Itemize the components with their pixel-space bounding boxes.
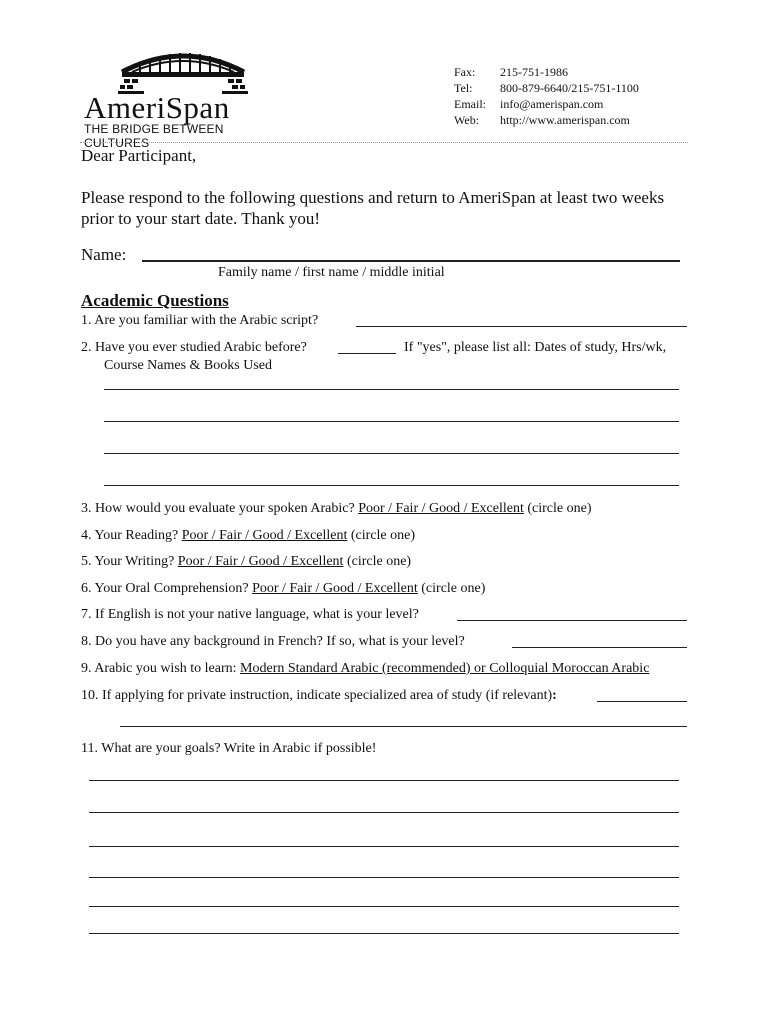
- question-5-note: (circle one): [346, 554, 412, 569]
- goals-line-1[interactable]: [89, 780, 679, 781]
- question-6-scale[interactable]: Poor / Fair / Good / Excellent: [252, 581, 418, 596]
- question-4: [81, 527, 415, 545]
- goals-line-4[interactable]: [89, 877, 679, 878]
- question-1-answer-field[interactable]: [356, 326, 687, 327]
- question-8-answer-field[interactable]: [512, 647, 687, 648]
- logo-tagline: THE BRIDGE BETWEEN CULTURES: [84, 122, 224, 150]
- name-field[interactable]: [142, 260, 680, 262]
- intro-line-2: prior to your start date. Thank you!: [81, 209, 321, 228]
- header-divider: [80, 142, 688, 143]
- question-7-text: 7. If English is not your native language, what is your level?: [81, 607, 419, 622]
- question-2-text: 2. Have you ever studied Arabic before?: [81, 340, 307, 355]
- goals-line-5[interactable]: [89, 906, 679, 907]
- question-2-line-3[interactable]: [104, 453, 679, 454]
- question-9: [81, 660, 649, 678]
- question-10-text: 10. If applying for private instruction, indicate specialized area of study (if relevant): [81, 688, 553, 703]
- question-9-text: 9. Arabic you wish to learn:: [81, 661, 237, 676]
- logo-name: AmeriSpan: [84, 90, 230, 125]
- question-7-answer-field[interactable]: [457, 620, 687, 621]
- contact-info: [454, 64, 684, 128]
- section-title: Academic Questions: [81, 291, 229, 310]
- question-10-answer-field[interactable]: [597, 701, 687, 702]
- goals-line-2[interactable]: [89, 812, 679, 813]
- question-3: [81, 500, 592, 518]
- contact-web: Web: http://www.amerispan.com: [454, 113, 630, 127]
- question-1: [81, 312, 318, 330]
- question-2-answer-field[interactable]: [338, 353, 396, 354]
- question-5-text: 5. Your Writing?: [81, 554, 175, 569]
- question-10-colon: :: [552, 688, 557, 703]
- question-6-text: 6. Your Oral Comprehension?: [81, 581, 249, 596]
- question-3-text: 3. How would you evaluate your spoken Arabic?: [81, 501, 355, 516]
- question-8-text: 8. Do you have any background in French? If so, what is your level?: [81, 634, 465, 649]
- contact-tel: Tel: 800-879-6640/215-751-1100: [454, 81, 639, 95]
- question-3-scale[interactable]: Poor / Fair / Good / Excellent: [358, 501, 524, 516]
- question-2-followup-2: Course Names & Books Used: [104, 358, 272, 373]
- question-4-text: 4. Your Reading?: [81, 528, 179, 543]
- goals-line-3[interactable]: [89, 846, 679, 847]
- name-hint: Family name / first name / middle initial: [218, 265, 445, 280]
- question-10-line-2[interactable]: [120, 726, 687, 727]
- question-2-followup: If "yes", please list all: Dates of study, Hrs/wk,: [404, 340, 667, 355]
- question-2-line-4[interactable]: [104, 485, 679, 486]
- question-9-options[interactable]: Modern Standard Arabic (recommended) or Colloquial Moroccan Arabic: [240, 661, 650, 676]
- contact-email: Email: info@amerispan.com: [454, 97, 604, 111]
- question-8: [81, 633, 465, 651]
- question-5-scale[interactable]: Poor / Fair / Good / Excellent: [177, 554, 344, 569]
- name-label: Name:: [81, 245, 127, 264]
- question-6-note: (circle one): [421, 581, 486, 596]
- bridge-logo-icon: [118, 46, 248, 96]
- question-11-text: 11. What are your goals? Write in Arabic if possible!: [81, 741, 377, 756]
- question-1-text: 1. Are you familiar with the Arabic script?: [81, 313, 319, 328]
- contact-fax: Fax: 215-751-1986: [454, 65, 568, 79]
- question-6: [81, 580, 485, 598]
- question-10: [81, 687, 557, 705]
- question-4-scale[interactable]: Poor / Fair / Good / Excellent: [181, 528, 348, 543]
- question-11: [81, 740, 376, 758]
- question-7: [81, 606, 419, 624]
- question-2: [81, 339, 307, 357]
- question-2-line-1[interactable]: [104, 389, 679, 390]
- goals-line-6[interactable]: [89, 933, 679, 934]
- intro-line-1: Please respond to the following questions and return to AmeriSpan at least two weeks: [81, 188, 665, 207]
- logo: [80, 44, 250, 150]
- question-2-line-2[interactable]: [104, 421, 679, 422]
- question-3-note: (circle one): [527, 501, 592, 516]
- question-5: [81, 553, 411, 571]
- question-4-note: (circle one): [350, 528, 416, 543]
- greeting: Dear Participant,: [81, 146, 197, 165]
